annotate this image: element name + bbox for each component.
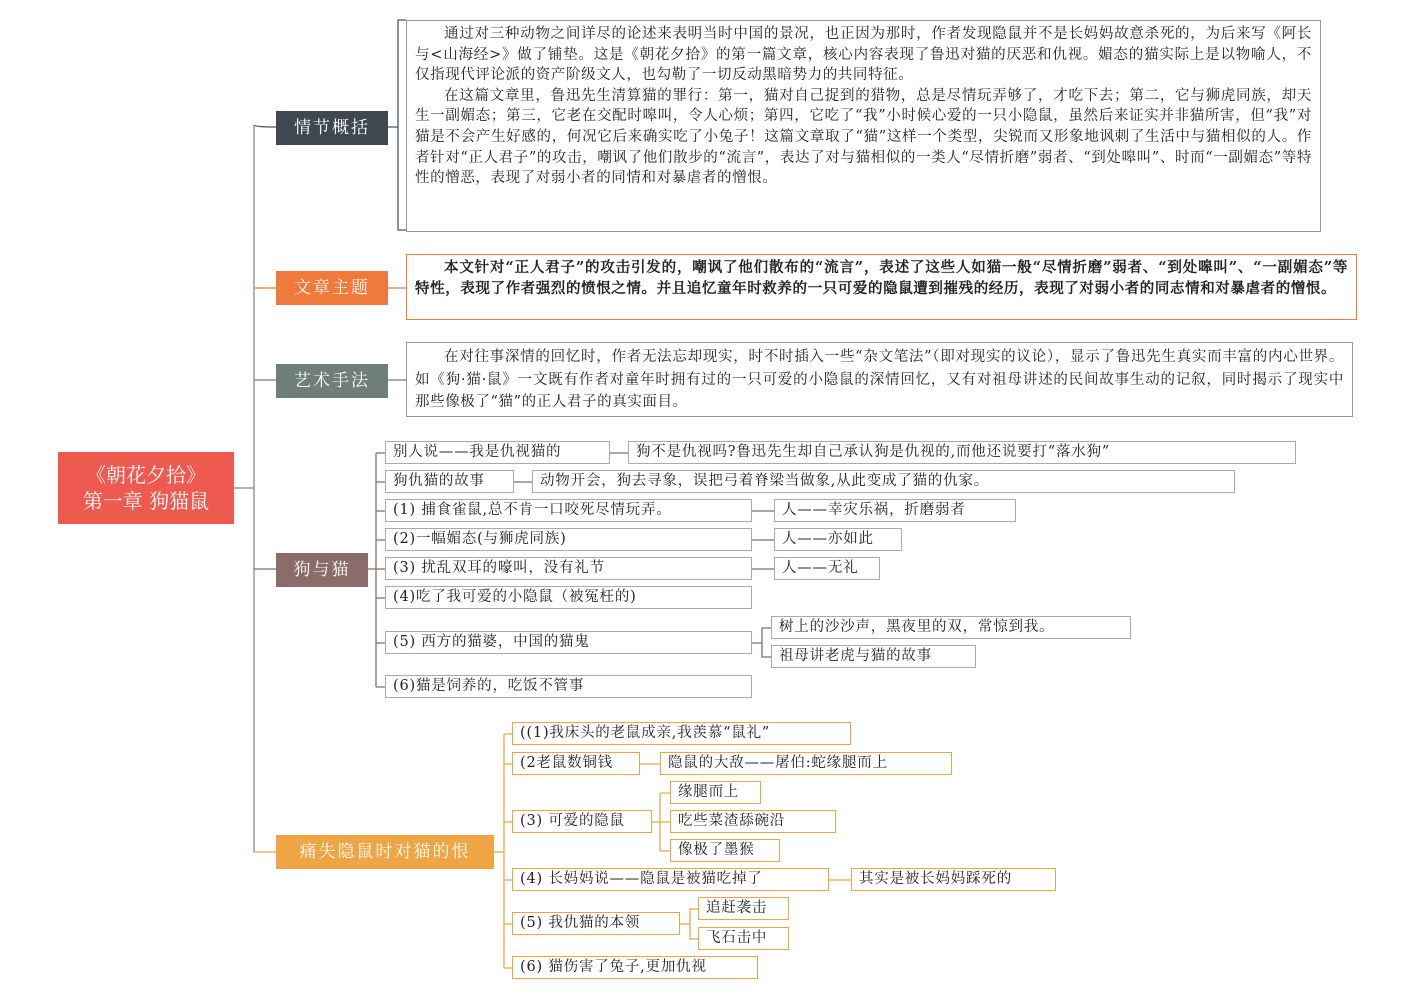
mouse-node-5-detail-b: 飞石击中: [698, 927, 789, 950]
dogcat-node-7-detail-a: 树上的沙沙声，黑夜里的双，常惊到我。: [771, 616, 1131, 639]
root-title-line2: 第一章 狗猫鼠: [82, 489, 210, 513]
root-title: [58, 452, 234, 524]
dogcat-node-2: 狗仇猫的故事: [385, 470, 514, 493]
mouse-node-5-detail-a: 追赶袭击: [698, 897, 789, 920]
category-theme: 文章主题: [276, 271, 388, 305]
mouse-node-3-detail-a: 缘腿而上: [670, 781, 761, 804]
dogcat-node-3-detail: 人——幸灾乐祸，折磨弱者: [774, 499, 1016, 522]
category-plot-summary: 情节概括: [276, 111, 388, 145]
mouse-node-6: (6) 猫伤害了兔子,更加仇视: [512, 956, 758, 979]
dogcat-node-7: (5) 西方的猫婆，中国的猫鬼: [385, 631, 752, 654]
category-art-technique: 艺术手法: [276, 364, 388, 398]
mouse-node-1: ((1)我床头的老鼠成亲,我羡慕“鼠礼”: [512, 722, 851, 745]
dogcat-node-4: (2)一幅媚态(与狮虎同族): [385, 528, 752, 551]
category-losing-mouse: 痛失隐鼠时对猫的恨: [276, 835, 494, 869]
theme-para: 本文针对“正人君子”的攻击引发的，嘲讽了他们散布的“流言”，表述了这些人如猫一般“尽情折磨”弱者、“到处嗥叫”、“一副媚态”等特性，表现了作者强烈的愤恨之情。并且追忆童年时救养的一只可爱的隐鼠遭到摧残的经历，表现了对弱小者的同志情和对暴虐者的憎恨。: [415, 259, 1348, 297]
mouse-node-4-detail: 其实是被长妈妈踩死的: [851, 868, 1056, 891]
dogcat-node-1-detail: 狗不是仇视吗?鲁迅先生却自己承认狗是仇视的,而他还说要打“落水狗”: [628, 441, 1296, 464]
mouse-node-3-detail-c: 像极了墨猴: [670, 839, 780, 862]
plot-summary-para2: 在这篇文章里，鲁迅先生清算猫的罪行：第一，猫对自己捉到的猎物，总是尽情玩弄够了，才吃下去；第二，它与狮虎同族，却天生一副媚态；第三，它老在交配时嗥叫，令人心烦；第四，它吃了“我”小时候心爱的一只小隐鼠，虽然后来证实并非猫所害，但“我”对猫是不会产生好感的，何况它后来确实吃了小兔子！这篇文章取了“猫”这样一个类型，尖锐而又形象地讽刺了生活中与猫相似的人。作者针对“正人君子”的攻击，嘲讽了他们散步的“流言”，表达了对与猫相似的一类人“尽情折磨”弱者、“到处嗥叫”、时而“一副媚态”等特性的憎恶，表现了对弱小者的同情和对暴虐者的憎恨。: [415, 87, 1312, 187]
mouse-node-4: (4) 长妈妈说——隐鼠是被猫吃掉了: [512, 868, 829, 891]
plot-summary-text: [406, 20, 1321, 232]
dogcat-node-4-detail: 人——亦如此: [774, 528, 902, 551]
theme-text: [406, 254, 1357, 320]
category-dog-and-cat: 狗与猫: [276, 553, 368, 587]
mouse-node-5: (5) 我仇猫的本领: [512, 912, 680, 935]
dogcat-node-5-detail: 人——无礼: [774, 557, 880, 580]
mouse-node-3: (3) 可爱的隐鼠: [512, 810, 652, 833]
mouse-node-2: (2老鼠数铜钱: [512, 752, 640, 775]
art-technique-text: [406, 342, 1353, 417]
dogcat-node-5: (3) 扰乱双耳的嚎叫，没有礼节: [385, 557, 752, 580]
dogcat-node-3: (1) 捕食雀鼠,总不肯一口咬死尽情玩弄。: [385, 499, 752, 522]
mouse-node-3-detail-b: 吃些菜渣舔碗沿: [670, 810, 836, 833]
art-technique-para: 在对往事深情的回忆时，作者无法忘却现实，时不时插入一些“杂文笔法”（即对现实的议论），显示了鲁迅先生真实而丰富的内心世界。如《狗·猫·鼠》一文既有作者对童年时拥有过的一只可爱的小隐鼠的深情回忆，又有对祖母讲述的民间故事生动的记叙，同时揭示了现实中那些像极了“猫”的正人君子的真实面目。: [415, 349, 1344, 410]
dogcat-node-1: 别人说——我是仇视猫的: [385, 441, 610, 464]
dogcat-node-2-detail: 动物开会，狗去寻象，误把弓着脊梁当做象,从此变成了猫的仇家。: [532, 470, 1235, 493]
mouse-node-2-detail: 隐鼠的大敌——屠伯:蛇缘腿而上: [660, 752, 952, 775]
plot-summary-para1: 通过对三种动物之间详尽的论述来表明当时中国的景况，也正因为那时，作者发现隐鼠并不是长妈妈故意杀死的，为后来写《阿长与<山海经>》做了铺垫。这是《朝花夕拾》的第一篇文章，核心内容表现了鲁迅对猫的厌恶和仇视。媚态的猫实际上是以物喻人，不仅指现代评论派的资产阶级文人，也勾勒了一切反动黑暗势力的共同特征。: [415, 26, 1312, 84]
dogcat-node-6: (4)吃了我可爱的小隐鼠（被冤枉的): [385, 586, 752, 609]
dogcat-node-7-detail-b: 祖母讲老虎与猫的故事: [771, 645, 976, 668]
dogcat-node-8: (6)猫是饲养的，吃饭不管事: [385, 675, 752, 698]
root-title-line1: 《朝花夕拾》: [86, 463, 206, 487]
